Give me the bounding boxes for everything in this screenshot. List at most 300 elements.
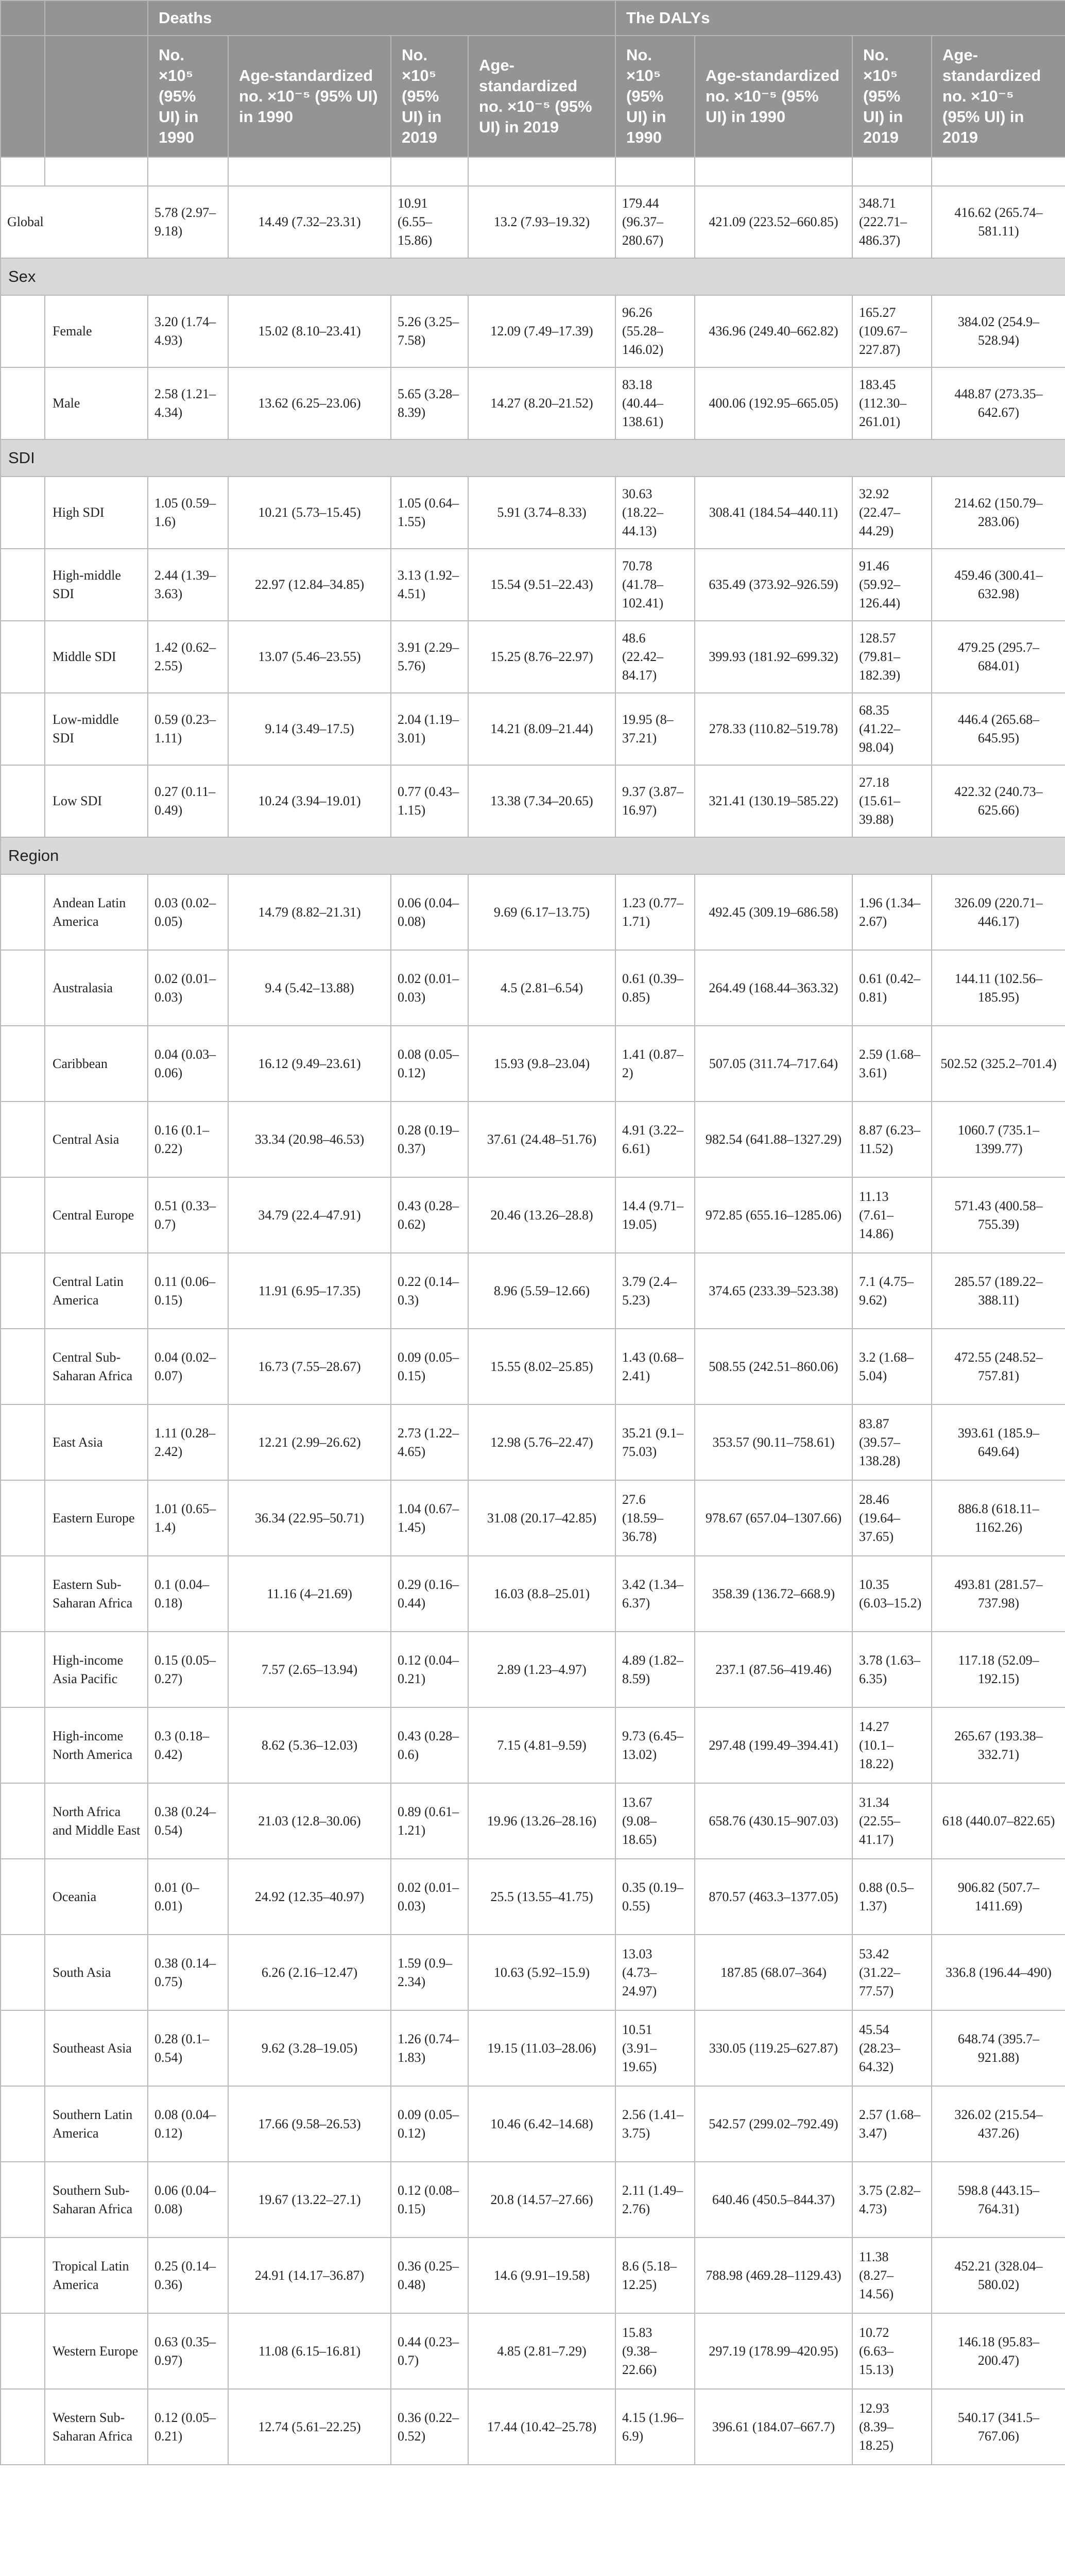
cell: 5.65 (3.28–8.39) — [391, 367, 468, 439]
cell: 12.21 (2.99–26.62) — [228, 1404, 391, 1480]
table-row-global — [1, 186, 1065, 258]
cell: 36.34 (22.95–50.71) — [228, 1480, 391, 1556]
cell: 0.22 (0.14–0.3) — [391, 1253, 468, 1329]
col-deaths-asr-2019: Age-standardized no. ×10⁻⁵ (95% UI) in 2019 — [468, 36, 615, 157]
cell: 353.57 (90.11–758.61) — [695, 1404, 852, 1480]
table-row — [1, 1783, 1065, 1859]
cell: 0.25 (0.14–0.36) — [148, 2238, 228, 2313]
cell: 598.8 (443.15–764.31) — [932, 2162, 1065, 2238]
cell: 448.87 (273.35–642.67) — [932, 367, 1065, 439]
cell: 326.09 (220.71–446.17) — [932, 874, 1065, 950]
cell: 326.02 (215.54–437.26) — [932, 2086, 1065, 2162]
cell: 8.6 (5.18–12.25) — [615, 2238, 695, 2313]
cell: 31.08 (20.17–42.85) — [468, 1480, 615, 1556]
cell: 508.55 (242.51–860.06) — [695, 1329, 852, 1404]
cell: 53.42 (31.22–77.57) — [852, 1935, 932, 2010]
cell: 12.93 (8.39–18.25) — [852, 2389, 932, 2465]
table-row — [1, 2086, 1065, 2162]
cell: 14.79 (8.82–21.31) — [228, 874, 391, 950]
cell: 1.11 (0.28–2.42) — [148, 1404, 228, 1480]
table-row — [1, 1404, 1065, 1480]
cell: 0.29 (0.16–0.44) — [391, 1556, 468, 1632]
row-label: Low-middle SDI — [45, 693, 148, 765]
cell: 146.18 (95.83–200.47) — [932, 2313, 1065, 2389]
blank-cell — [695, 157, 852, 186]
cell: 972.85 (655.16–1285.06) — [695, 1177, 852, 1253]
cell: 492.45 (309.19–686.58) — [695, 874, 852, 950]
blank-cell — [852, 157, 932, 186]
blank-cell — [468, 157, 615, 186]
cell: 0.28 (0.1–0.54) — [148, 2010, 228, 2086]
table-row — [1, 1556, 1065, 1632]
cell: 0.02 (0.01–0.03) — [391, 1859, 468, 1935]
cell: 13.67 (9.08–18.65) — [615, 1783, 695, 1859]
row-label: Male — [45, 367, 148, 439]
row-label: Oceania — [45, 1859, 148, 1935]
cell: 0.09 (0.05–0.15) — [391, 1329, 468, 1404]
blank-cell — [615, 157, 695, 186]
cell: 17.44 (10.42–25.78) — [468, 2389, 615, 2465]
col-dalys-no-1990: No. ×10⁵ (95% UI) in 1990 — [615, 36, 695, 157]
row-label: Western Europe — [45, 2313, 148, 2389]
cell: 3.20 (1.74–4.93) — [148, 295, 228, 367]
cell: 358.39 (136.72–668.9) — [695, 1556, 852, 1632]
indent-cell — [1, 765, 45, 837]
cell: 20.8 (14.57–27.66) — [468, 2162, 615, 2238]
cell: 886.8 (618.11–1162.26) — [932, 1480, 1065, 1556]
cell: 237.1 (87.56–419.46) — [695, 1632, 852, 1707]
cell: 83.87 (39.57–138.28) — [852, 1404, 932, 1480]
table-row — [1, 1859, 1065, 1935]
table-row — [1, 765, 1065, 837]
cell: 396.61 (184.07–667.7) — [695, 2389, 852, 2465]
cell: 297.48 (199.49–394.41) — [695, 1707, 852, 1783]
cell: 2.59 (1.68–3.61) — [852, 1026, 932, 1101]
cell: 128.57 (79.81–182.39) — [852, 621, 932, 693]
indent-cell — [1, 2086, 45, 2162]
col-dalys-asr-1990: Age-standardized no. ×10⁻⁵ (95% UI) in 1990 — [695, 36, 852, 157]
header-blank-2 — [45, 1, 148, 36]
cell: 285.57 (189.22–388.11) — [932, 1253, 1065, 1329]
section-row — [1, 439, 1065, 477]
cell: 6.26 (2.16–12.47) — [228, 1935, 391, 2010]
cell: 2.04 (1.19–3.01) — [391, 693, 468, 765]
col-deaths-no-2019: No. ×10⁵ (95% UI) in 2019 — [391, 36, 468, 157]
indent-cell — [1, 1253, 45, 1329]
cell: 35.21 (9.1–75.03) — [615, 1404, 695, 1480]
cell: 48.6 (22.42–84.17) — [615, 621, 695, 693]
cell: 27.6 (18.59–36.78) — [615, 1480, 695, 1556]
cell: 10.51 (3.91–19.65) — [615, 2010, 695, 2086]
blank-cell — [932, 157, 1065, 186]
row-label: Central Latin America — [45, 1253, 148, 1329]
cell: 19.96 (13.26–28.16) — [468, 1783, 615, 1859]
cell: 15.55 (8.02–25.85) — [468, 1329, 615, 1404]
cell: 265.67 (193.38–332.71) — [932, 1707, 1065, 1783]
cell: 20.46 (13.26–28.8) — [468, 1177, 615, 1253]
blank-cell — [391, 157, 468, 186]
cell: 14.49 (7.32–23.31) — [228, 186, 391, 258]
blank-cell — [45, 157, 148, 186]
indent-cell — [1, 2162, 45, 2238]
cell: 14.27 (10.1–18.22) — [852, 1707, 932, 1783]
cell: 45.54 (28.23–64.32) — [852, 2010, 932, 2086]
cell: 2.44 (1.39–3.63) — [148, 549, 228, 621]
cell: 4.89 (1.82–8.59) — [615, 1632, 695, 1707]
indent-cell — [1, 1935, 45, 2010]
cell: 0.35 (0.19–0.55) — [615, 1859, 695, 1935]
cell: 4.91 (3.22–6.61) — [615, 1101, 695, 1177]
cell: 28.46 (19.64–37.65) — [852, 1480, 932, 1556]
row-label: Low SDI — [45, 765, 148, 837]
row-label: Eastern Europe — [45, 1480, 148, 1556]
table-row — [1, 1632, 1065, 1707]
cell: 24.91 (14.17–36.87) — [228, 2238, 391, 2313]
cell: 982.54 (641.88–1327.29) — [695, 1101, 852, 1177]
cell: 31.34 (22.55–41.17) — [852, 1783, 932, 1859]
cell: 15.25 (8.76–22.97) — [468, 621, 615, 693]
cell: 1.59 (0.9–2.34) — [391, 1935, 468, 2010]
cell: 3.79 (2.4–5.23) — [615, 1253, 695, 1329]
section-title: Sex — [1, 258, 1065, 295]
cell: 1.41 (0.87–2) — [615, 1026, 695, 1101]
table-row — [1, 874, 1065, 950]
cell: 0.12 (0.08–0.15) — [391, 2162, 468, 2238]
cell: 0.38 (0.14–0.75) — [148, 1935, 228, 2010]
cell: 321.41 (130.19–585.22) — [695, 765, 852, 837]
indent-cell — [1, 1101, 45, 1177]
cell: 1.01 (0.65–1.4) — [148, 1480, 228, 1556]
table-row — [1, 1177, 1065, 1253]
table-row — [1, 950, 1065, 1026]
cell: 0.61 (0.42–0.81) — [852, 950, 932, 1026]
cell: 15.93 (9.8–23.04) — [468, 1026, 615, 1101]
cell: 13.2 (7.93–19.32) — [468, 186, 615, 258]
cell: 0.63 (0.35–0.97) — [148, 2313, 228, 2389]
cell: 0.44 (0.23–0.7) — [391, 2313, 468, 2389]
cell: 870.57 (463.3–1377.05) — [695, 1859, 852, 1935]
table-row — [1, 2313, 1065, 2389]
cell: 788.98 (469.28–1129.43) — [695, 2238, 852, 2313]
cell: 15.83 (9.38–22.66) — [615, 2313, 695, 2389]
table-row — [1, 295, 1065, 367]
cell: 618 (440.07–822.65) — [932, 1783, 1065, 1859]
row-label: Western Sub-Saharan Africa — [45, 2389, 148, 2465]
cell: 13.38 (7.34–20.65) — [468, 765, 615, 837]
row-label: East Asia — [45, 1404, 148, 1480]
cell: 10.35 (6.03–15.2) — [852, 1556, 932, 1632]
cell: 183.45 (112.30–261.01) — [852, 367, 932, 439]
cell: 7.1 (4.75–9.62) — [852, 1253, 932, 1329]
row-label: Central Sub-Saharan Africa — [45, 1329, 148, 1404]
cell: 264.49 (168.44–363.32) — [695, 950, 852, 1026]
header-deaths: Deaths — [148, 1, 615, 36]
cell: 9.4 (5.42–13.88) — [228, 950, 391, 1026]
cell: 393.61 (185.9–649.64) — [932, 1404, 1065, 1480]
cell: 308.41 (184.54–440.11) — [695, 477, 852, 549]
cell: 2.73 (1.22–4.65) — [391, 1404, 468, 1480]
table-row — [1, 367, 1065, 439]
cell: 14.21 (8.09–21.44) — [468, 693, 615, 765]
cell: 374.65 (233.39–523.38) — [695, 1253, 852, 1329]
cell: 9.14 (3.49–17.5) — [228, 693, 391, 765]
cell: 14.27 (8.20–21.52) — [468, 367, 615, 439]
table-row — [1, 2162, 1065, 2238]
indent-cell — [1, 1859, 45, 1935]
indent-cell — [1, 2389, 45, 2465]
cell: 0.11 (0.06–0.15) — [148, 1253, 228, 1329]
blank-cell — [148, 157, 228, 186]
cell: 9.37 (3.87–16.97) — [615, 765, 695, 837]
table-row — [1, 2238, 1065, 2313]
cell: 83.18 (40.44–138.61) — [615, 367, 695, 439]
cell: 13.07 (5.46–23.55) — [228, 621, 391, 693]
cell: 4.85 (2.81–7.29) — [468, 2313, 615, 2389]
cell: 0.06 (0.04–0.08) — [148, 2162, 228, 2238]
cell: 2.11 (1.49–2.76) — [615, 2162, 695, 2238]
cell: 21.03 (12.8–30.06) — [228, 1783, 391, 1859]
cell: 658.76 (430.15–907.03) — [695, 1783, 852, 1859]
table-row — [1, 2389, 1065, 2465]
cell: 165.27 (109.67–227.87) — [852, 295, 932, 367]
cell: 10.21 (5.73–15.45) — [228, 477, 391, 549]
table-row — [1, 477, 1065, 549]
cell: 422.32 (240.73–625.66) — [932, 765, 1065, 837]
table-row — [1, 1480, 1065, 1556]
cell: 9.73 (6.45–13.02) — [615, 1707, 695, 1783]
cell: 10.72 (6.63–15.13) — [852, 2313, 932, 2389]
cell: 452.21 (328.04–580.02) — [932, 2238, 1065, 2313]
cell: 0.04 (0.02–0.07) — [148, 1329, 228, 1404]
cell: 5.26 (3.25–7.58) — [391, 295, 468, 367]
cell: 10.63 (5.92–15.9) — [468, 1935, 615, 2010]
cell: 19.15 (11.03–28.06) — [468, 2010, 615, 2086]
cell: 0.38 (0.24–0.54) — [148, 1783, 228, 1859]
cell: 2.57 (1.68–3.47) — [852, 2086, 932, 2162]
cell: 68.35 (41.22–98.04) — [852, 693, 932, 765]
table-body — [1, 157, 1065, 2465]
table-row — [1, 621, 1065, 693]
cell: 11.08 (6.15–16.81) — [228, 2313, 391, 2389]
indent-cell — [1, 2238, 45, 2313]
row-label: Central Europe — [45, 1177, 148, 1253]
cell: 11.13 (7.61–14.86) — [852, 1177, 932, 1253]
cell: 479.25 (295.7–684.01) — [932, 621, 1065, 693]
cell: 635.49 (373.92–926.59) — [695, 549, 852, 621]
cell: 399.93 (181.92–699.32) — [695, 621, 852, 693]
cell: 8.62 (5.36–12.03) — [228, 1707, 391, 1783]
table-row — [1, 693, 1065, 765]
cell: 17.66 (9.58–26.53) — [228, 2086, 391, 2162]
cell: 1.96 (1.34–2.67) — [852, 874, 932, 950]
cell: 459.46 (300.41–632.98) — [932, 549, 1065, 621]
cell: 144.11 (102.56–185.95) — [932, 950, 1065, 1026]
row-label: Female — [45, 295, 148, 367]
cell: 1.04 (0.67–1.45) — [391, 1480, 468, 1556]
cell: 27.18 (15.61–39.88) — [852, 765, 932, 837]
indent-cell — [1, 1556, 45, 1632]
row-label: South Asia — [45, 1935, 148, 2010]
cell: 12.98 (5.76–22.47) — [468, 1404, 615, 1480]
cell: 19.95 (8–37.21) — [615, 693, 695, 765]
cell: 0.16 (0.1–0.22) — [148, 1101, 228, 1177]
cell: 640.46 (450.5–844.37) — [695, 2162, 852, 2238]
row-label: Caribbean — [45, 1026, 148, 1101]
cell: 507.05 (311.74–717.64) — [695, 1026, 852, 1101]
blank-row — [1, 157, 1065, 186]
cell: 0.09 (0.05–0.12) — [391, 2086, 468, 2162]
row-label: Australasia — [45, 950, 148, 1026]
table-row — [1, 2010, 1065, 2086]
cell: 8.87 (6.23–11.52) — [852, 1101, 932, 1177]
table-row — [1, 1707, 1065, 1783]
cell: 278.33 (110.82–519.78) — [695, 693, 852, 765]
cell: 9.62 (3.28–19.05) — [228, 2010, 391, 2086]
blank-cell — [228, 157, 391, 186]
cell: 10.24 (3.94–19.01) — [228, 765, 391, 837]
row-label: Central Asia — [45, 1101, 148, 1177]
indent-cell — [1, 621, 45, 693]
cell: 0.59 (0.23–1.11) — [148, 693, 228, 765]
cell: 1.05 (0.59–1.6) — [148, 477, 228, 549]
cell: 3.13 (1.92–4.51) — [391, 549, 468, 621]
col-dalys-asr-2019: Age-standardized no. ×10⁻⁵ (95% UI) in 2019 — [932, 36, 1065, 157]
cell: 30.63 (18.22–44.13) — [615, 477, 695, 549]
section-title: Region — [1, 837, 1065, 874]
cell: 446.4 (265.68–645.95) — [932, 693, 1065, 765]
cell: 7.15 (4.81–9.59) — [468, 1707, 615, 1783]
indent-cell — [1, 1480, 45, 1556]
indent-cell — [1, 1177, 45, 1253]
cell: 1.43 (0.68–2.41) — [615, 1329, 695, 1404]
row-label: Southern Latin America — [45, 2086, 148, 2162]
cell: 14.6 (9.91–19.58) — [468, 2238, 615, 2313]
cell: 214.62 (150.79–283.06) — [932, 477, 1065, 549]
cell: 542.57 (299.02–792.49) — [695, 2086, 852, 2162]
row-label: High SDI — [45, 477, 148, 549]
cell: 400.06 (192.95–665.05) — [695, 367, 852, 439]
cell: 117.18 (52.09–192.15) — [932, 1632, 1065, 1707]
cell: 32.92 (22.47–44.29) — [852, 477, 932, 549]
section-title: SDI — [1, 439, 1065, 477]
cell: 540.17 (341.5–767.06) — [932, 2389, 1065, 2465]
row-label: High-middle SDI — [45, 549, 148, 621]
col-deaths-no-1990: No. ×10⁵ (95% UI) in 1990 — [148, 36, 228, 157]
cell: 12.74 (5.61–22.25) — [228, 2389, 391, 2465]
indent-cell — [1, 1783, 45, 1859]
cell: 3.91 (2.29–5.76) — [391, 621, 468, 693]
table-row — [1, 1253, 1065, 1329]
cell: 8.96 (5.59–12.66) — [468, 1253, 615, 1329]
cell: 179.44 (96.37–280.67) — [615, 186, 695, 258]
cell: 348.71 (222.71–486.37) — [852, 186, 932, 258]
cell: 571.43 (400.58–755.39) — [932, 1177, 1065, 1253]
indent-cell — [1, 549, 45, 621]
cell: 187.85 (68.07–364) — [695, 1935, 852, 2010]
cell: 1.23 (0.77–1.71) — [615, 874, 695, 950]
table-row — [1, 1101, 1065, 1177]
cell: 19.67 (13.22–27.1) — [228, 2162, 391, 2238]
indent-cell — [1, 295, 45, 367]
cell: 91.46 (59.92–126.44) — [852, 549, 932, 621]
blank-cell — [1, 157, 45, 186]
cell: 1.05 (0.64–1.55) — [391, 477, 468, 549]
cell: 15.02 (8.10–23.41) — [228, 295, 391, 367]
cell: 2.56 (1.41–3.75) — [615, 2086, 695, 2162]
row-label: Eastern Sub-Saharan Africa — [45, 1556, 148, 1632]
cell: 70.78 (41.78–102.41) — [615, 549, 695, 621]
cell: 906.82 (507.7–1411.69) — [932, 1859, 1065, 1935]
cell: 297.19 (178.99–420.95) — [695, 2313, 852, 2389]
col-dalys-no-2019: No. ×10⁵ (95% UI) in 2019 — [852, 36, 932, 157]
cell: 0.51 (0.33–0.7) — [148, 1177, 228, 1253]
cell: 24.92 (12.35–40.97) — [228, 1859, 391, 1935]
cell: 0.12 (0.04–0.21) — [391, 1632, 468, 1707]
indent-cell — [1, 477, 45, 549]
cell: 0.02 (0.01–0.03) — [391, 950, 468, 1026]
indent-cell — [1, 367, 45, 439]
cell: 4.15 (1.96–6.9) — [615, 2389, 695, 2465]
cell: 16.12 (9.49–23.61) — [228, 1026, 391, 1101]
cell: 0.36 (0.22–0.52) — [391, 2389, 468, 2465]
cell: 502.52 (325.2–701.4) — [932, 1026, 1065, 1101]
row-label-global: Global — [1, 186, 148, 258]
row-label: High-income Asia Pacific — [45, 1632, 148, 1707]
indent-cell — [1, 1329, 45, 1404]
indent-cell — [1, 693, 45, 765]
cell: 0.08 (0.04–0.12) — [148, 2086, 228, 2162]
header-dalys: The DALYs — [615, 1, 1065, 36]
cell: 384.02 (254.9–528.94) — [932, 295, 1065, 367]
header-blank-1 — [1, 1, 45, 36]
cell: 15.54 (9.51–22.43) — [468, 549, 615, 621]
cell: 14.4 (9.71–19.05) — [615, 1177, 695, 1253]
cell: 3.42 (1.34–6.37) — [615, 1556, 695, 1632]
indent-cell — [1, 1632, 45, 1707]
cell: 0.61 (0.39–0.85) — [615, 950, 695, 1026]
cell: 436.96 (249.40–662.82) — [695, 295, 852, 367]
col-deaths-asr-1990: Age-standardized no. ×10⁻⁵ (95% UI) in 1990 — [228, 36, 391, 157]
cell: 16.03 (8.8–25.01) — [468, 1556, 615, 1632]
cell: 0.43 (0.28–0.6) — [391, 1707, 468, 1783]
cell: 13.62 (6.25–23.06) — [228, 367, 391, 439]
cell: 2.89 (1.23–4.97) — [468, 1632, 615, 1707]
table-row — [1, 1026, 1065, 1101]
cell: 0.3 (0.18–0.42) — [148, 1707, 228, 1783]
cell: 1060.7 (735.1–1399.77) — [932, 1101, 1065, 1177]
cell: 7.57 (2.65–13.94) — [228, 1632, 391, 1707]
cell: 416.62 (265.74–581.11) — [932, 186, 1065, 258]
row-label: Middle SDI — [45, 621, 148, 693]
cell: 648.74 (395.7–921.88) — [932, 2010, 1065, 2086]
row-label: Andean Latin America — [45, 874, 148, 950]
cell: 0.12 (0.05–0.21) — [148, 2389, 228, 2465]
cell: 11.38 (8.27–14.56) — [852, 2238, 932, 2313]
cell: 33.34 (20.98–46.53) — [228, 1101, 391, 1177]
indent-cell — [1, 1707, 45, 1783]
cell: 0.15 (0.05–0.27) — [148, 1632, 228, 1707]
cell: 10.46 (6.42–14.68) — [468, 2086, 615, 2162]
cell: 0.89 (0.61–1.21) — [391, 1783, 468, 1859]
cell: 3.75 (2.82–4.73) — [852, 2162, 932, 2238]
cell: 330.05 (119.25–627.87) — [695, 2010, 852, 2086]
indent-cell — [1, 2313, 45, 2389]
cell: 2.58 (1.21–4.34) — [148, 367, 228, 439]
row-label: Southern Sub-Saharan Africa — [45, 2162, 148, 2238]
cell: 0.06 (0.04–0.08) — [391, 874, 468, 950]
indent-cell — [1, 2010, 45, 2086]
cell: 0.1 (0.04–0.18) — [148, 1556, 228, 1632]
